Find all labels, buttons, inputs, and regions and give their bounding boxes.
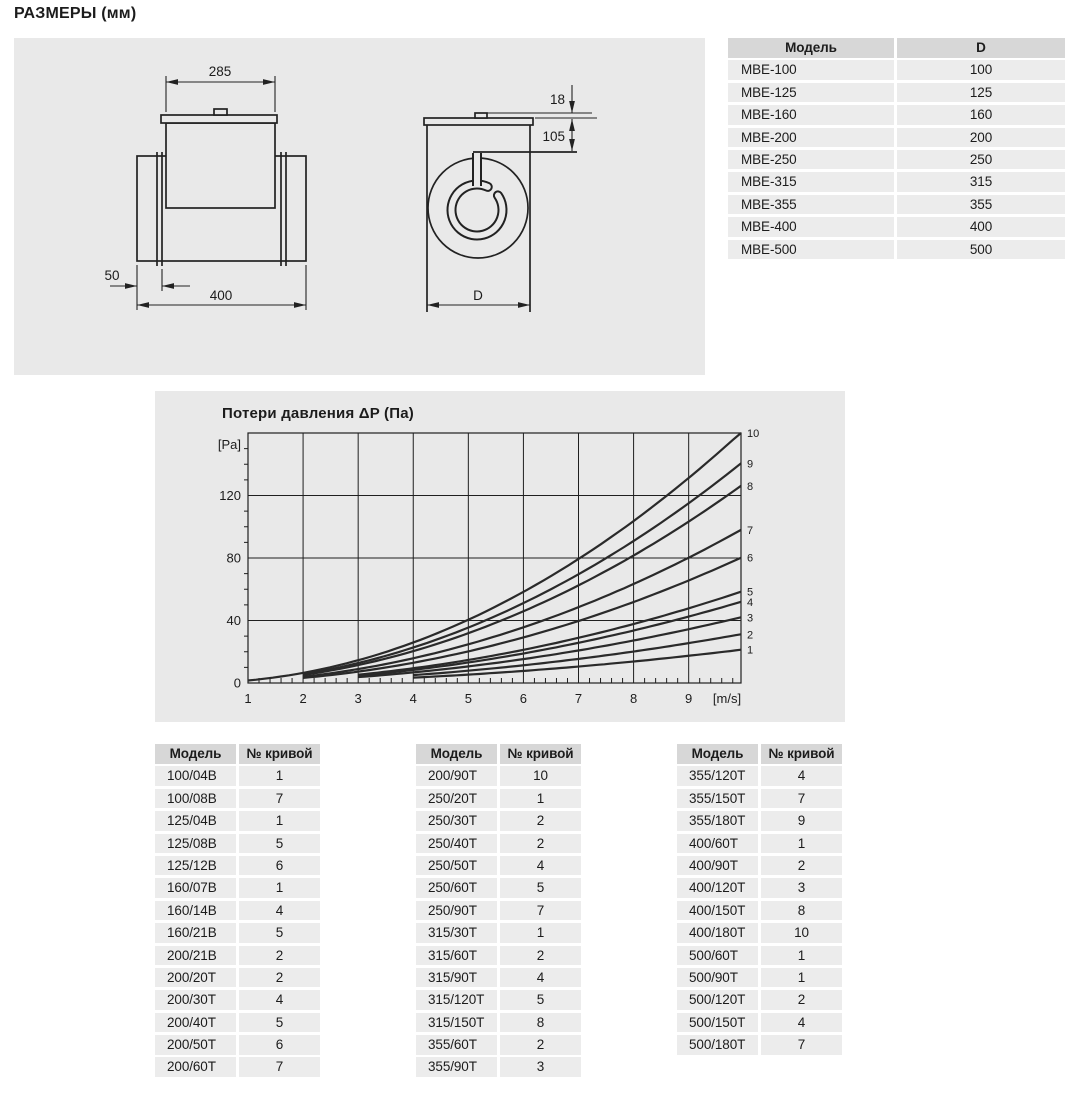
x-axis-unit-label: [m/s] <box>712 691 742 706</box>
model-cell: 355/90Т <box>416 1057 497 1077</box>
dimension-label-105: 105 <box>542 129 565 144</box>
column-header-model: Модель <box>416 744 497 764</box>
model-cell: 500/150Т <box>677 1013 758 1033</box>
column-header-model: Модель <box>155 744 236 764</box>
curve-number-table-1 <box>155 744 320 1077</box>
y-tick-label: 120 <box>219 488 241 503</box>
model-cell: 250/90Т <box>416 901 497 921</box>
x-tick-label: 3 <box>354 691 362 706</box>
model-cell: 250/20Т <box>416 789 497 809</box>
model-cell: 400/150Т <box>677 901 758 921</box>
y-tick-label: 0 <box>233 675 241 691</box>
value-cell: 8 <box>500 1013 581 1033</box>
model-cell: 250/60Т <box>416 878 497 898</box>
curve-label-6: 6 <box>747 552 754 565</box>
model-cell: 500/90Т <box>677 968 758 988</box>
model-cell: МВЕ-250 <box>728 150 894 170</box>
model-cell: 315/60Т <box>416 946 497 966</box>
dimension-label-D: D <box>473 288 483 303</box>
terminal-box-lid <box>161 115 277 123</box>
value-cell: 7 <box>239 1057 320 1077</box>
dimension-label-18: 18 <box>549 92 565 107</box>
page-title: РАЗМЕРЫ (мм) <box>14 5 137 22</box>
value-cell: 1 <box>500 789 581 809</box>
dimension-label-285: 285 <box>208 64 232 79</box>
curve-label-1: 1 <box>747 644 754 657</box>
pressure-curve-4 <box>358 602 741 676</box>
model-cell: 125/12В <box>155 856 236 876</box>
value-cell: 4 <box>500 968 581 988</box>
x-tick-label: 8 <box>629 691 638 706</box>
x-tick-label: 9 <box>685 691 693 706</box>
value-cell: 10 <box>761 923 842 943</box>
value-cell: 2 <box>239 968 320 988</box>
model-cell: МВЕ-125 <box>728 83 894 103</box>
value-cell: 100 <box>897 60 1065 80</box>
value-cell: 3 <box>761 878 842 898</box>
column-header-value: D <box>897 38 1065 58</box>
y-axis-unit-label: [Pa] <box>217 437 241 452</box>
curve-label-5: 5 <box>747 586 754 599</box>
value-cell: 4 <box>239 901 320 921</box>
model-cell: 160/07В <box>155 878 236 898</box>
value-cell: 3 <box>500 1057 581 1077</box>
pressure-curve-10 <box>248 433 741 681</box>
side-view <box>104 64 306 310</box>
column-header-model: Модель <box>677 744 758 764</box>
pressure-loss-chart-panel <box>155 391 845 722</box>
value-cell: 5 <box>500 990 581 1010</box>
x-tick-label: 1 <box>244 691 252 706</box>
column-header-value: № кривой <box>761 744 842 764</box>
x-tick-label: 2 <box>299 691 307 706</box>
model-cell: 500/180Т <box>677 1035 758 1055</box>
value-cell: 6 <box>239 856 320 876</box>
model-cell: 315/150Т <box>416 1013 497 1033</box>
terminal-nub <box>475 113 487 118</box>
chart-title: Потери давления ΔP (Па) <box>222 405 414 422</box>
value-cell: 2 <box>761 990 842 1010</box>
model-cell: 315/90Т <box>416 968 497 988</box>
value-cell: 7 <box>500 901 581 921</box>
curve-label-10: 10 <box>747 428 760 440</box>
model-cell: 200/21В <box>155 946 236 966</box>
value-cell: 1 <box>239 766 320 786</box>
value-cell: 200 <box>897 128 1065 148</box>
value-cell: 9 <box>761 811 842 831</box>
model-cell: 200/50Т <box>155 1035 236 1055</box>
model-cell: МВЕ-160 <box>728 105 894 125</box>
value-cell: 1 <box>761 968 842 988</box>
end-view <box>424 85 597 312</box>
curve-number-table-3 <box>677 744 842 1055</box>
value-cell: 250 <box>897 150 1065 170</box>
curve-label-7: 7 <box>747 524 754 537</box>
model-cell: 200/30Т <box>155 990 236 1010</box>
pressure-curve-8 <box>303 486 741 675</box>
x-tick-label: 4 <box>409 691 417 706</box>
value-cell: 10 <box>500 766 581 786</box>
curve-label-8: 8 <box>747 480 754 493</box>
model-cell: 355/150Т <box>677 789 758 809</box>
x-tick-label: 5 <box>464 691 472 706</box>
lid-plate <box>424 118 533 125</box>
dimension-label-50: 50 <box>104 268 120 283</box>
value-cell: 1 <box>761 834 842 854</box>
model-cell: 400/180Т <box>677 923 758 943</box>
model-cell: 250/50Т <box>416 856 497 876</box>
pressure-loss-chart <box>155 391 845 722</box>
value-cell: 7 <box>239 789 320 809</box>
model-cell: МВЕ-500 <box>728 240 894 260</box>
model-cell: МВЕ-355 <box>728 195 894 215</box>
curve-number-table-2 <box>416 744 581 1077</box>
value-cell: 160 <box>897 105 1065 125</box>
value-cell: 500 <box>897 240 1065 260</box>
x-tick-label: 6 <box>519 691 528 706</box>
value-cell: 2 <box>500 1035 581 1055</box>
value-cell: 2 <box>500 946 581 966</box>
x-tick-label: 7 <box>574 691 583 706</box>
y-tick-label: 40 <box>226 613 241 628</box>
model-cell: 400/60Т <box>677 834 758 854</box>
curve-label-4: 4 <box>747 596 754 609</box>
model-cell: МВЕ-400 <box>728 217 894 237</box>
value-cell: 5 <box>239 923 320 943</box>
model-cell: 500/120Т <box>677 990 758 1010</box>
model-cell: МВЕ-100 <box>728 60 894 80</box>
value-cell: 2 <box>761 856 842 876</box>
column-header-value: № кривой <box>500 744 581 764</box>
curve-label-9: 9 <box>747 458 754 471</box>
curve-label-3: 3 <box>747 612 754 625</box>
value-cell: 1 <box>239 811 320 831</box>
terminal-box <box>166 123 275 208</box>
model-cell: МВЕ-315 <box>728 172 894 192</box>
model-cell: 100/04В <box>155 766 236 786</box>
model-cell: 125/04В <box>155 811 236 831</box>
model-cell: 315/120Т <box>416 990 497 1010</box>
model-cell: 355/120Т <box>677 766 758 786</box>
model-cell: 160/21В <box>155 923 236 943</box>
value-cell: 5 <box>239 1013 320 1033</box>
dimensions-drawing-panel <box>14 38 705 375</box>
model-cell: 160/14В <box>155 901 236 921</box>
model-cell: 200/90Т <box>416 766 497 786</box>
model-cell: 355/60Т <box>416 1035 497 1055</box>
dimension-label-400: 400 <box>209 288 233 303</box>
value-cell: 315 <box>897 172 1065 192</box>
value-cell: 2 <box>239 946 320 966</box>
value-cell: 1 <box>761 946 842 966</box>
model-cell: 400/90Т <box>677 856 758 876</box>
model-cell: 200/20Т <box>155 968 236 988</box>
value-cell: 125 <box>897 83 1065 103</box>
value-cell: 2 <box>500 834 581 854</box>
model-cell: МВЕ-200 <box>728 128 894 148</box>
model-cell: 100/08В <box>155 789 236 809</box>
curve-label-2: 2 <box>747 629 754 642</box>
model-cell: 315/30Т <box>416 923 497 943</box>
model-cell: 200/60Т <box>155 1057 236 1077</box>
model-cell: 500/60Т <box>677 946 758 966</box>
value-cell: 1 <box>239 878 320 898</box>
model-cell: 250/40Т <box>416 834 497 854</box>
value-cell: 8 <box>761 901 842 921</box>
model-cell: 400/120Т <box>677 878 758 898</box>
value-cell: 2 <box>500 811 581 831</box>
terminal-nub <box>214 109 227 115</box>
column-header-value: № кривой <box>239 744 320 764</box>
model-cell: 355/180Т <box>677 811 758 831</box>
pressure-curve-9 <box>303 463 741 674</box>
value-cell: 400 <box>897 217 1065 237</box>
column-header-model: Модель <box>728 38 894 58</box>
value-cell: 6 <box>239 1035 320 1055</box>
value-cell: 7 <box>761 789 842 809</box>
value-cell: 4 <box>761 1013 842 1033</box>
value-cell: 5 <box>500 878 581 898</box>
technical-drawing <box>14 38 705 375</box>
value-cell: 355 <box>897 195 1065 215</box>
model-cell: 250/30Т <box>416 811 497 831</box>
value-cell: 5 <box>239 834 320 854</box>
value-cell: 4 <box>239 990 320 1010</box>
value-cell: 1 <box>500 923 581 943</box>
model-cell: 125/08В <box>155 834 236 854</box>
value-cell: 7 <box>761 1035 842 1055</box>
y-tick-label: 80 <box>226 550 241 566</box>
value-cell: 4 <box>500 856 581 876</box>
model-cell: 200/40Т <box>155 1013 236 1033</box>
value-cell: 4 <box>761 766 842 786</box>
model-diameter-table <box>728 38 1065 259</box>
